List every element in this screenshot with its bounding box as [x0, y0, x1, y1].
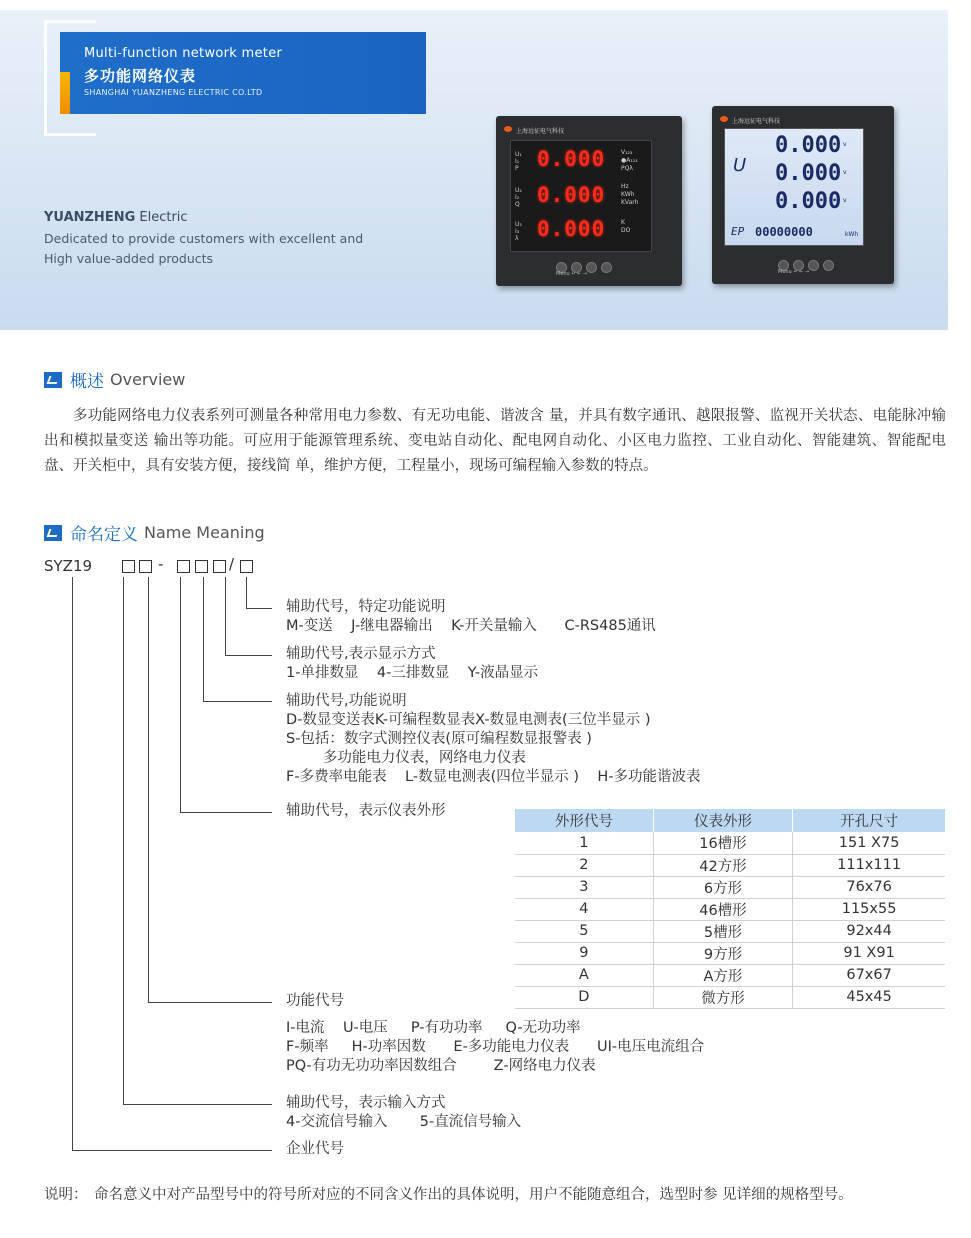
- table-row: [515, 942, 945, 964]
- model-slash: /: [229, 555, 235, 573]
- connector-line: [148, 577, 149, 1002]
- connector-line: [225, 577, 226, 655]
- meter-button-icon: [586, 262, 597, 273]
- table-cell: 1: [515, 832, 653, 854]
- lcd-ep-unit: kWh: [845, 231, 859, 238]
- meter-button-icon: [808, 260, 819, 271]
- led-right-label: Hz KWh KVarh: [621, 183, 639, 206]
- hero-banner: [0, 10, 948, 330]
- tagline-line2: Dedicated to provide customers with excellent and: [44, 231, 364, 246]
- table-cell: 5: [515, 920, 653, 942]
- led-row-value: 0.000: [537, 147, 606, 171]
- tagline-brand: YUANZHENG: [44, 210, 136, 225]
- note: [44, 1183, 949, 1208]
- desc-block-function-code: [286, 992, 704, 1076]
- table-cell: 9: [515, 942, 653, 964]
- led-right-label: K DO: [621, 219, 631, 234]
- table-row: [515, 854, 945, 876]
- desc-line: 4-交流信号输入 5-直流信号输入: [286, 1114, 522, 1130]
- led-right-label: V₁₂₃ ●A₁₂₃ PQλ: [621, 149, 638, 172]
- table-cell: 115x55: [793, 898, 945, 920]
- table-row: [515, 898, 945, 920]
- table-cell: 92x44: [793, 920, 945, 942]
- table-row: [515, 964, 945, 986]
- desc-line: M-变送 J-继电器输出 K-开关量输入 C-RS485通讯: [286, 618, 656, 634]
- lcd-meter-image: [712, 106, 894, 284]
- desc-line: Ⅰ-电流 U-电压 P-有功功率 Q-无功功率: [286, 1020, 581, 1036]
- connector-line: [123, 577, 124, 1104]
- table-cell: 67x67: [793, 964, 945, 986]
- lcd-row-unit: v: [843, 197, 847, 204]
- desc-block-special-function: [286, 598, 656, 636]
- desc-block-function-note: [286, 692, 701, 787]
- model-code-box: [240, 560, 253, 573]
- table-cell: 微方形: [653, 986, 792, 1008]
- section-arrow-icon: [44, 372, 62, 388]
- model-code-box: [122, 560, 135, 573]
- table-cell: 9方形: [653, 942, 792, 964]
- naming-title-cn: 命名定义: [70, 525, 138, 545]
- note-text: 命名意义中对产品型号中的符号所对应的不同含义作出的具体说明，用户不能随意组合，选型时参 见详细的规格型号。: [94, 1187, 853, 1203]
- desc-title: 辅助代号,表示显示方式: [286, 646, 436, 662]
- brand-company: SHANGHAI YUANZHENG ELECTRIC CO.LTD: [84, 88, 263, 97]
- naming-title-en: Name Meaning: [144, 523, 265, 542]
- model-prefix: SYZ19: [44, 557, 93, 575]
- table-header-cell: 外形代号: [515, 809, 653, 832]
- led-left-label: U₃ I₃ λ: [515, 221, 522, 242]
- desc-line: 1-单排数显 4-三排数显 Y-液晶显示: [286, 665, 539, 681]
- overview-title-en: Overview: [110, 370, 186, 389]
- lcd-ep-value: 00000000: [755, 225, 813, 239]
- desc-title: 企业代号: [286, 1141, 344, 1157]
- connector-line: [203, 577, 204, 701]
- desc-block-company-code: [286, 1140, 344, 1159]
- note-label: 说明：: [44, 1187, 88, 1203]
- table-row: [515, 920, 945, 942]
- led-row-value: 0.000: [537, 217, 606, 241]
- connector-line: [203, 701, 272, 702]
- lcd-row-value: 0.000: [775, 161, 842, 186]
- meter-button-icon: [601, 262, 612, 273]
- connector-line: [72, 1150, 272, 1151]
- connector-line: [246, 608, 272, 609]
- table-cell: 4: [515, 898, 653, 920]
- connector-line: [246, 577, 247, 608]
- overview-text: 多功能网络电力仪表系列可测量各种常用电力参数、有无功电能、谐波含 量，并具有数字通讯、越限报警、监视开关状态、电能脉冲输出和模拟量变送 输出等功能。可应用于能源管理系统、变电站自动化、配电网自动化、小区电力监控、工业自动化、智能建筑、智能配电盘、开关柜中，具有安装方便，接线简 单，维护方便，工程量小，现场可编程输入参数的特点。: [44, 408, 946, 474]
- model-code-box: [139, 560, 152, 573]
- table-header-cell: 开孔尺寸: [793, 809, 945, 832]
- banner-frame-bottom: [44, 133, 96, 136]
- table-cell: 42方形: [653, 854, 792, 876]
- model-code-box: [195, 560, 208, 573]
- section-arrow-icon: [44, 525, 62, 541]
- lcd-u-label: U: [733, 155, 747, 176]
- table-cell: 111x111: [793, 854, 945, 876]
- brand-accent-bar: [60, 72, 70, 114]
- led-row-value: 0.000: [537, 183, 606, 207]
- model-code-box: [177, 560, 190, 573]
- table-header-row: [515, 809, 945, 832]
- naming-heading: [44, 520, 265, 545]
- tagline-line3: High value-added products: [44, 251, 214, 266]
- model-code-box: [213, 560, 226, 573]
- meter-brand: 上海远征电气科技: [732, 118, 781, 125]
- table-cell: 16槽形: [653, 832, 792, 854]
- table-cell: 6方形: [653, 876, 792, 898]
- tagline-line1: [44, 210, 188, 225]
- connector-line: [72, 577, 73, 1150]
- table-cell: 76x76: [793, 876, 945, 898]
- table-cell: D: [515, 986, 653, 1008]
- meter-buttons-label: Menu ↵ ← →: [778, 269, 810, 275]
- table-cell: 91 X91: [793, 942, 945, 964]
- desc-line: 多功能电力仪表，网络电力仪表: [286, 750, 526, 766]
- overview-heading: [44, 367, 185, 392]
- table-row: [515, 832, 945, 854]
- tagline-brand-suffix: Electric: [135, 210, 188, 225]
- brand-title-cn: 多功能网络仪表: [84, 67, 197, 85]
- desc-line: D-数显变送表K-可编程数显表X-数显电测表(三位半显示 ): [286, 712, 651, 728]
- table-header-cell: 仪表外形: [653, 809, 792, 832]
- lcd-row-value: 0.000: [775, 189, 842, 214]
- led-left-label: U₁ I₁ P: [515, 151, 522, 172]
- led-meter-image: [496, 116, 682, 286]
- table-cell: 5槽形: [653, 920, 792, 942]
- led-left-label: U₂ I₂ Q: [515, 187, 522, 208]
- model-dash: -: [158, 555, 164, 573]
- table-cell: 45x45: [793, 986, 945, 1008]
- meter-button-icon: [823, 260, 834, 271]
- lcd-row-unit: v: [843, 141, 847, 148]
- desc-block-display-mode: [286, 645, 538, 683]
- connector-line: [148, 1002, 272, 1003]
- connector-line: [225, 655, 272, 656]
- meter-logo-icon: [720, 116, 728, 122]
- shape-table: [515, 809, 945, 1009]
- lcd-row-unit: v: [843, 169, 847, 176]
- table-cell: 46槽形: [653, 898, 792, 920]
- meter-buttons-label: Menu ↵ ← →: [556, 271, 588, 277]
- lcd-row-value: 0.000: [775, 133, 842, 158]
- desc-title: 辅助代号，表示仪表外形: [286, 803, 446, 819]
- table-cell: A方形: [653, 964, 792, 986]
- table-cell: 2: [515, 854, 653, 876]
- desc-block-input-mode: [286, 1094, 521, 1132]
- desc-line: S-包括：数字式测控仪表(原可编程数显报警表 ): [286, 731, 592, 747]
- desc-title: 辅助代号，特定功能说明: [286, 599, 446, 615]
- desc-block-shape: [286, 802, 446, 821]
- desc-title: 功能代号: [286, 993, 344, 1009]
- connector-line: [180, 812, 272, 813]
- meter-brand: 上海远征电气科技: [516, 128, 565, 135]
- desc-line: F-频率 H-功率因数 E-多功能电力仪表 UI-电压电流组合: [286, 1039, 705, 1055]
- desc-title: 辅助代号,功能说明: [286, 693, 407, 709]
- lcd-display: [724, 128, 864, 246]
- led-display: [510, 140, 652, 252]
- table-row: [515, 876, 945, 898]
- connector-line: [123, 1104, 272, 1105]
- desc-line: F-多费率电能表 L-数显电测表(四位半显示 ) H-多功能谐波表: [286, 769, 701, 785]
- meter-logo-icon: [504, 126, 512, 132]
- desc-line: PQ-有功无功功率因数组合 Z-网络电力仪表: [286, 1058, 596, 1074]
- table-cell: 3: [515, 876, 653, 898]
- brand-title-en: Multi-function network meter: [84, 46, 283, 61]
- overview-title-cn: 概述: [70, 372, 104, 392]
- table-cell: A: [515, 964, 653, 986]
- lcd-ep-label: EP: [731, 225, 745, 238]
- desc-title: 辅助代号，表示输入方式: [286, 1095, 446, 1111]
- connector-line: [180, 577, 181, 812]
- table-cell: 151 X75: [793, 832, 945, 854]
